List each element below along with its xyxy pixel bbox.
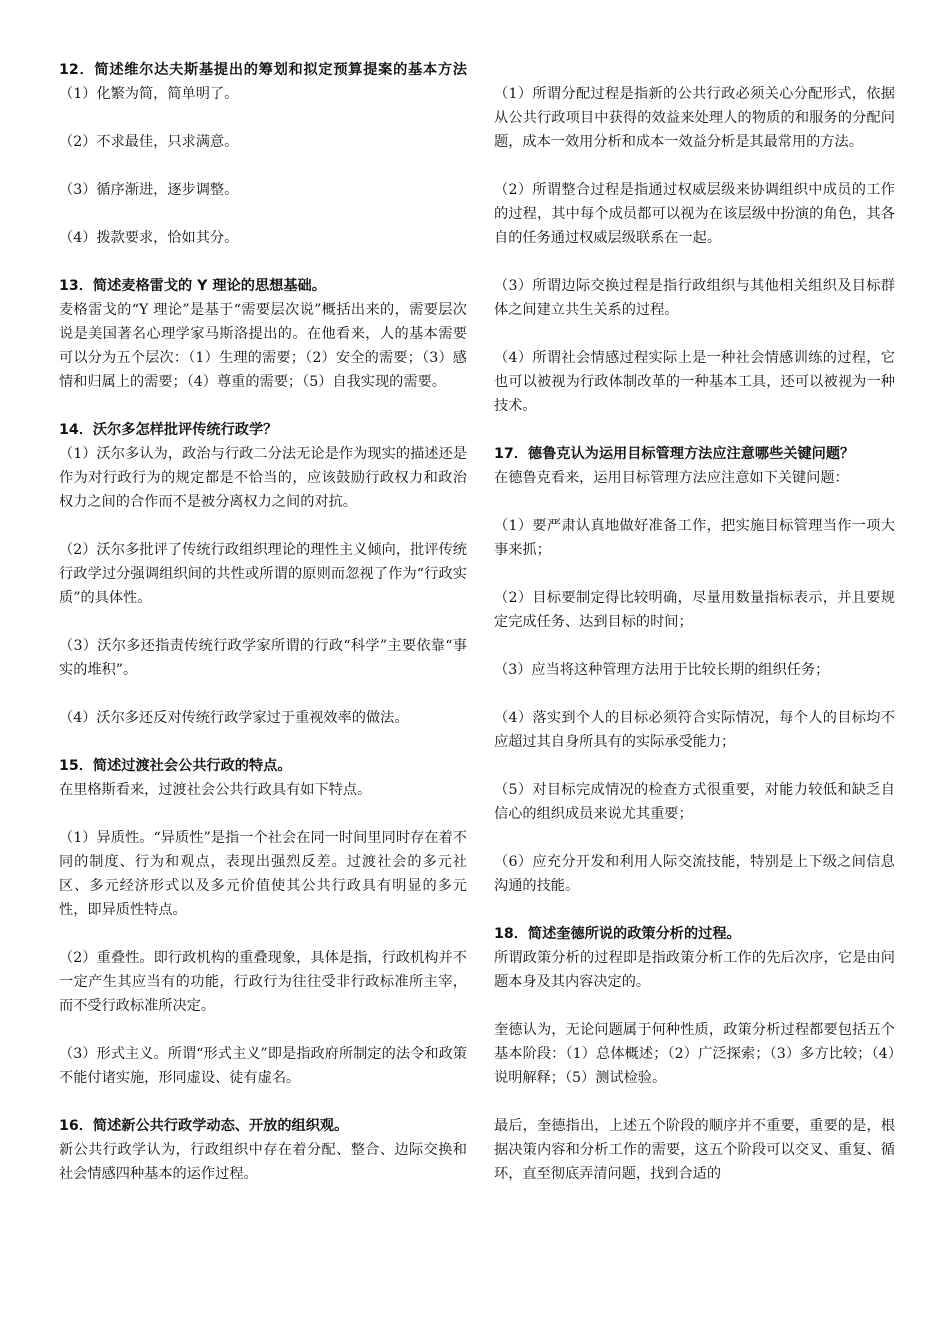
q15-intro: 在里格斯看来，过渡社会公共行政具有如下特点。 — [59, 782, 372, 798]
q17-item-6: （6）应充分开发和利用人际交流技能，特别是上下级之间信息沟通的技能。 — [494, 854, 895, 894]
q17-item-2: （2）目标要制定得比较明确，尽量用数量指标表示，并且要规定完成任务、达到目标的时间； — [494, 590, 895, 630]
q17-item-1: （1）要严肃认真地做好准备工作，把实施目标管理当作一项大事来抓； — [494, 518, 895, 558]
q12-item-3: （3）循序渐进，逐步调整。 — [59, 182, 239, 198]
q13-body: 麦格雷戈的“Y 理论”是基于“需要层次说”概括出来的，需要层次说是美国著名心理学家马斯洛提出的。在他看来，人的基本需要可以分为五个层次：（1）生理的需要；（2）安全的需要；（3）感情和归属上的需要；（4）尊重的需要；（5）自我实现的需要。 — [59, 302, 467, 390]
q15-title: 15．简述过渡社会公共行政的特点。 — [59, 758, 292, 774]
q17-item-3: （3）应当将这种管理方法用于比较长期的组织任务； — [494, 662, 830, 678]
q16-item-1: （1）所谓分配过程是指新的公共行政必须关心分配形式，依据从公共行政项目中获得的效益来处理人的物质的和服务的分配问题，成本一效用分析和成本一效益分析是其最常用的方法。 — [494, 86, 895, 150]
q15-item-1: （1）异质性。“异质性”是指一个社会在同一时间里同时存在着不同的制度、行为和观点，表现出强烈反差。过渡社会的多元社区、多元经济形式以及多元价值使其公共行政具有明显的多元性，即异质性特点。 — [59, 830, 467, 918]
q15-item-3: （3）形式主义。所谓“形式主义”即是指政府所制定的法令和政策不能付诸实施，形同虚设、徒有虚名。 — [59, 1046, 467, 1086]
q18-title: 18．简述奎德所说的政策分析的过程。 — [494, 926, 741, 942]
q16-title: 16．简述新公共行政学动态、开放的组织观。 — [59, 1118, 349, 1134]
q17-item-4: （4）落实到个人的目标必须符合实际情况，每个人的目标均不应超过其自身所具有的实际承受能力； — [494, 710, 895, 750]
q18-para-1: 所谓政策分析的过程即是指政策分析工作的先后次序，它是由问题本身及其内容决定的。 — [494, 950, 895, 990]
q12-heading — [59, 58, 467, 106]
q12-item-4: （4）拨款要求，恰如其分。 — [59, 230, 239, 246]
q14-title: 14．沃尔多怎样批评传统行政学？ — [59, 422, 278, 438]
q16-item-4: （4）所谓社会情感过程实际上是一种社会情感训练的过程，它也可以被视为行政体制改革的一种基本工具，还可以被视为一种技术。 — [494, 350, 895, 414]
q17-title: 17．德鲁克认为运用目标管理方法应注意哪些关键问题？ — [494, 446, 855, 462]
q16-body: 新公共行政学认为，行政组织中存在着分配、整合、边际交换和社会情感四种基本的运作过程。 — [59, 1142, 467, 1182]
q12-item-2: （2）不求最佳，只求满意。 — [59, 134, 239, 150]
q15-item-2: （2）重叠性。即行政机构的重叠现象，具体是指，行政机构并不一定产生其应当有的功能，行政行为往往受非行政标准所主宰，而不受行政标准所决定。 — [59, 950, 467, 1014]
question-15 — [59, 754, 467, 1090]
q13-title: 13．简述麦格雷戈的 Y 理论的思想基础。 — [59, 278, 326, 294]
q12-title: 12．简述维尔达夫斯基提出的筹划和拟定预算提案的基本方法 — [59, 62, 467, 78]
question-16-continued — [494, 82, 895, 418]
q17-intro: 在德鲁克看来，运用目标管理方法应注意如下关键问题： — [494, 470, 849, 486]
question-14 — [59, 418, 467, 730]
q16-item-3: （3）所谓边际交换过程是指行政组织与其他相关组织及目标群体之间建立共生关系的过程。 — [494, 278, 895, 318]
left-column — [59, 58, 467, 1186]
question-18 — [494, 922, 895, 1186]
q17-item-5: （5）对目标完成情况的检查方式很重要，对能力较低和缺乏自信心的组织成员来说尤其重要； — [494, 782, 895, 822]
q14-item-3: （3）沃尔多还指责传统行政学家所谓的行政“科学”主要依靠“事实的堆积”。 — [59, 638, 467, 678]
q12-inline-answer: （1）化繁为简，简单明了。 — [59, 86, 239, 102]
question-16 — [59, 1114, 467, 1186]
q18-para-3: 最后，奎德指出，上述五个阶段的顺序并不重要，重要的是，根据决策内容和分析工作的需要，这五个阶段可以交叉、重复、循环，直至彻底弄清问题，找到合适的 — [494, 1118, 895, 1182]
q18-para-2: 奎德认为，无论问题属于何种性质，政策分析过程都要包括五个基本阶段：（1）总体概述；（2）广泛探索；（3）多方比较；（4）说明解释；（5）测试检验。 — [494, 1022, 895, 1086]
q14-item-4: （4）沃尔多还反对传统行政学家过于重视效率的做法。 — [59, 710, 409, 726]
question-12 — [59, 58, 467, 250]
q14-item-1: （1）沃尔多认为，政治与行政二分法无论是作为现实的描述还是作为对行政行为的规定都是不恰当的，应该鼓励行政权力和政治权力之间的合作而不是被分离权力之间的对抗。 — [59, 446, 467, 510]
q14-item-2: （2）沃尔多批评了传统行政组织理论的理性主义倾向，批评传统行政学过分强调组织间的共性或所谓的原则而忽视了作为“行政实质”的具体性。 — [59, 542, 467, 606]
right-column — [494, 82, 895, 1186]
question-17 — [494, 442, 895, 898]
question-13 — [59, 274, 467, 394]
q16-item-2: （2）所谓整合过程是指通过权威层级来协调组织中成员的工作的过程，其中每个成员都可以视为在该层级中扮演的角色，其各自的任务通过权威层级联系在一起。 — [494, 182, 895, 246]
